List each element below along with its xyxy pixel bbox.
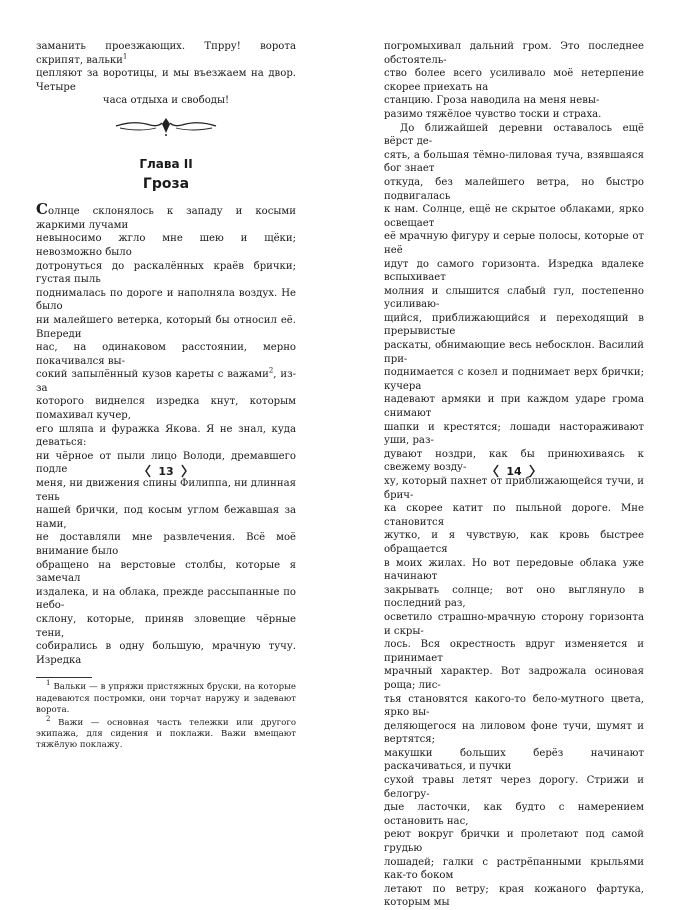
folio-bracket-left-icon xyxy=(144,464,152,478)
footnote-ref: 1 xyxy=(122,52,128,61)
text-span: олнце склонялось к западу и косыми жаркими лучами xyxy=(36,206,296,231)
text-line: поднимается с козел и поднимает верх брички; кучера xyxy=(384,367,644,392)
footnote-text: Важи — основная часть тележки или другого экипажа, для сидения и поклажи. Важи вмещают тяжёлую поклажу. xyxy=(36,717,296,751)
text-line: погромыхивал дальний гром. Это последнее обстоятель- xyxy=(384,41,644,66)
footnote-text: Вальки — в упряжи пристяжных бруски, на которые надеваются постромки, они торчат наружу и задевают ворота. xyxy=(36,682,296,715)
footnote-ref: 2 xyxy=(268,366,274,375)
text-line: идут до самого горизонта. Изредка вдалеке вспыхивает xyxy=(384,258,644,284)
text-line: нашей брички, под косым углом бежавшая за нами, xyxy=(36,505,296,530)
footnote xyxy=(36,715,296,752)
text-line: откуда, без малейшего ветра, но быстро подвигалась xyxy=(384,176,644,202)
folio-bracket-left-icon xyxy=(492,464,500,478)
text-line: склону, которые, приняв зловещие чёрные тени, xyxy=(36,613,296,639)
folio-bracket-right-icon xyxy=(528,464,536,478)
text-line: дотронуться до раскалённых краёв брички; густая пыль xyxy=(36,260,296,286)
text-line: ни малейшего ветерка, который бы относил её. Впереди xyxy=(36,314,296,340)
drop-cap: С xyxy=(36,200,48,219)
text-line: дые ласточки, как будто с намерением остановить нас, xyxy=(384,802,644,827)
text-line: нас, на одинаковом расстоянии, мерно покачивался вы- xyxy=(36,342,296,367)
footnote-mark: 1 xyxy=(46,679,51,688)
text-line: деляющегося на лиловом фоне тучи, шумят и вертятся; xyxy=(384,720,644,746)
text-line: закрывать солнце; вот оно выглянуло в последний раз, xyxy=(384,584,644,610)
chapter-title: Гроза xyxy=(142,175,190,192)
text-line: издалека, и на облака, прежде рассыпанные по небо- xyxy=(36,586,296,612)
text-line xyxy=(36,40,296,67)
text-line: мрачный характер. Вот задрожала осиновая роща; лис- xyxy=(384,666,644,691)
text-line: молния и слышится слабый гул, постепенно усиливаю- xyxy=(384,285,644,311)
folio-bracket-right-icon xyxy=(180,464,188,478)
page-number: 13 xyxy=(158,464,174,478)
text-line: ни чёрное от пыли лицо Володи, дремавшего подле xyxy=(36,450,296,476)
footnote xyxy=(36,679,296,716)
chapter-body xyxy=(36,200,296,667)
text-line: лошадей; галки с растрёпанными крыльями как-то боком xyxy=(384,856,644,882)
text-line: осветило страшно-мрачную сторону горизонта и скры- xyxy=(384,611,644,637)
footnote-rule xyxy=(36,677,92,678)
text-span: заманить проезжающих. Тпрру! ворота скрипят, вальки xyxy=(36,41,296,66)
text-line: её мрачную фигуру и серые полосы, которые от неё xyxy=(384,231,644,256)
text-line: невыносимо жгло мне шею и щёки; невозможно было xyxy=(36,233,296,258)
ornament-divider-icon xyxy=(114,116,218,136)
text-line: к нам. Солнце, ещё не скрытое облаками, ярко освещает xyxy=(384,204,644,229)
right-page-number xyxy=(484,462,544,480)
text-line: макушки больших берёз начинают раскачиваться, и пучки xyxy=(384,747,644,773)
text-span: , из-за xyxy=(36,369,296,394)
text-span: сокий запылённый кузов кареты с важами xyxy=(36,369,269,381)
text-line: меня, ни движения спины Филиппа, ни длинная тень xyxy=(36,478,296,503)
text-line xyxy=(36,200,296,232)
right-page xyxy=(384,40,644,909)
text-line: его шляпа и фуражка Якова. Я не знал, куда деваться: xyxy=(36,423,296,449)
text-line: летают по ветру; края кожаного фартука, которым мы xyxy=(384,883,644,909)
footnote-mark: 2 xyxy=(46,715,51,724)
text-line: жутко, и я чувствую, как кровь быстрее обращается xyxy=(384,530,644,555)
text-line: обращено на верстовые столбы, которые я замечал xyxy=(36,559,296,585)
chapter-label: Глава II xyxy=(139,156,193,171)
text-line: тья становятся какого-то бело-мутного цвета, ярко вы- xyxy=(384,693,644,719)
text-line: в моих жилах. Но вот передовые облака уже начинают xyxy=(384,557,644,583)
text-line xyxy=(36,368,296,395)
text-line: лось. Вся окрестность вдруг изменяется и принимает xyxy=(384,639,644,664)
text-line: ху, который пахнет от приближающейся тучи, и брич- xyxy=(384,476,644,501)
text-line: надевают армяки и при каждом ударе грома снимают xyxy=(384,394,644,420)
text-line: поднималась по дороге и наполняла воздух. Не было xyxy=(36,287,296,313)
text-line: разимо тяжёлое чувство тоски и страха. xyxy=(384,108,602,120)
text-line: щийся, приближающийся и переходящий в прерывистые xyxy=(384,312,644,338)
text-line: станцию. Гроза наводила на меня невы- xyxy=(384,95,600,107)
text-line: дувают ноздри, как бы принюхиваясь к свежему возду- xyxy=(384,448,644,474)
page-number: 14 xyxy=(506,464,522,478)
text-line: не доставляли мне развлечения. Всё моё внимание было xyxy=(36,532,296,557)
left-page xyxy=(36,40,296,751)
text-line: раскаты, обнимающие весь небосклон. Василий при- xyxy=(384,340,644,365)
text-line: которого виднелся изредка кнут, которым помахивал кучер, xyxy=(36,396,296,422)
text-line: ка скорее катит по пыльной дороге. Мне становится xyxy=(384,503,644,528)
text-line: собирались в одну большую, мрачную тучу. Изредка xyxy=(36,641,296,666)
left-top-text xyxy=(36,40,296,108)
text-line: цепляют за воротицы, и мы въезжаем на двор. Четыре xyxy=(36,68,296,93)
text-line: сять, а большая тёмно-лиловая туча, взявшаяся бог знает xyxy=(384,149,644,175)
text-line: ство более всего усиливало моё нетерпение скорее приехать на xyxy=(384,68,644,93)
left-page-number xyxy=(136,462,196,480)
text-line: часа отдыха и свободы! xyxy=(102,95,230,107)
text-line: шапки и крестятся; лошади настораживают уши, раз- xyxy=(384,421,644,447)
text-line: сухой травы летят через дорогу. Стрижи и белогру- xyxy=(384,775,644,800)
text-line: реют вокруг брички и пролетают под самой грудью xyxy=(384,829,644,855)
text-line: До ближайшей деревни оставалось ещё вёрст де- xyxy=(384,122,644,148)
